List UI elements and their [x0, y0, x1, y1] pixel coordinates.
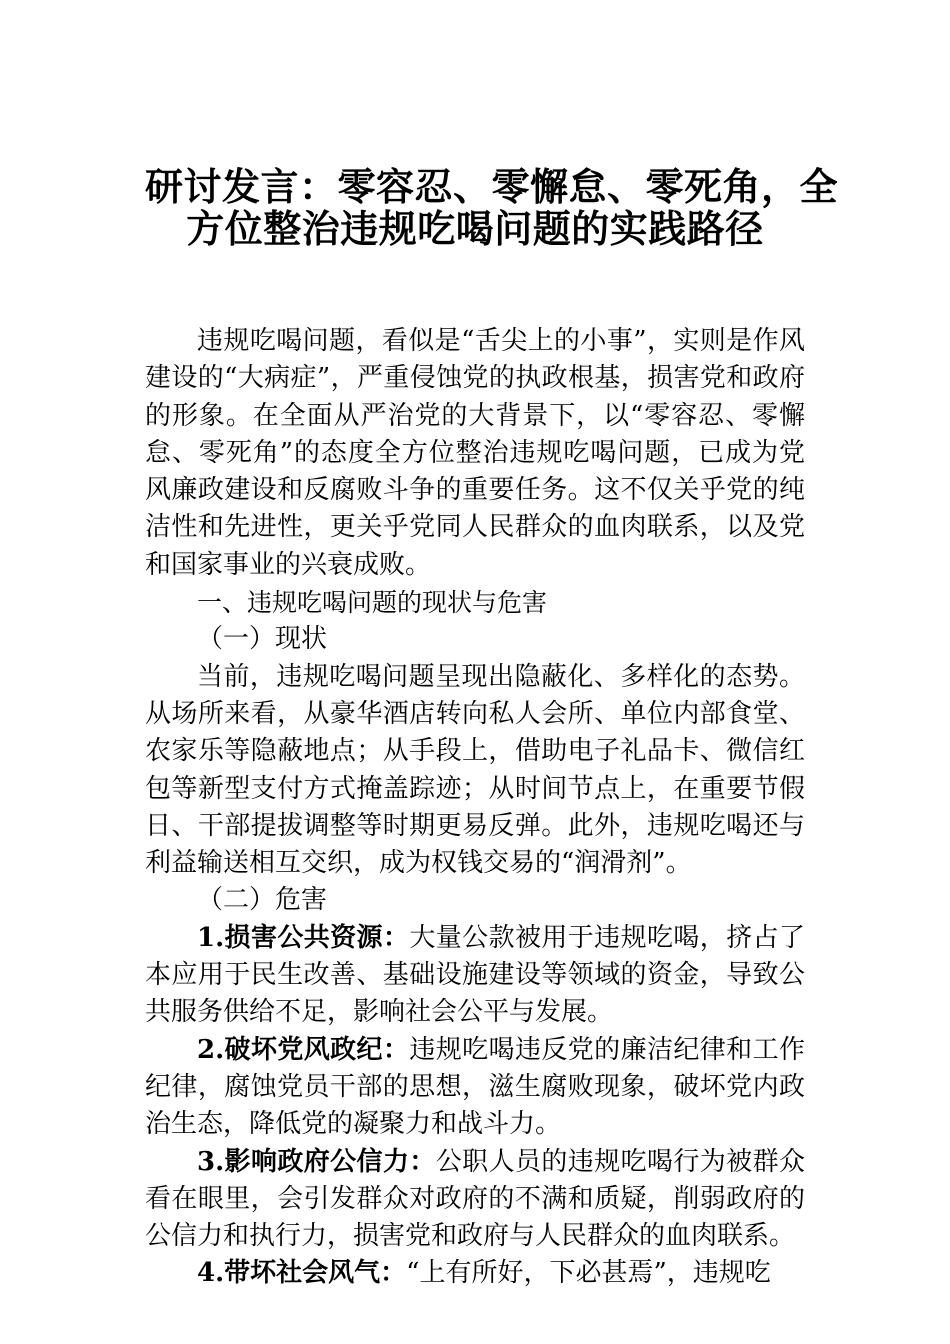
- document-title-line-1: 研讨发言：零容忍、零懈怠、零死角，全: [145, 164, 839, 209]
- harm-item-2-text: 违规吃喝违反党的廉洁纪律和工作纪律，腐蚀党员干部的思想，滋生腐败现象，破坏党内政治生态，降低党的凝聚力和战斗力。: [145, 1034, 805, 1140]
- document-body: [145, 323, 805, 1293]
- subsection-heading-harm: （二）危害: [197, 885, 328, 916]
- harm-item-2-lead: 2.破坏党风政纪：: [197, 1034, 410, 1065]
- harm-item-3: [145, 1144, 805, 1256]
- harm-item-1: [145, 920, 805, 1032]
- harm-item-4-lead: 4.带坏社会风气：: [197, 1258, 407, 1289]
- harm-item-1-text: 大量公款被用于违规吃喝，挤占了本应用于民生改善、基础设施建设等领域的资金，导致公共服务供给不足，影响社会公平与发展。: [145, 922, 805, 1028]
- harm-item-4: [145, 1255, 805, 1292]
- harm-item-1-lead: 1.损害公共资源：: [197, 922, 410, 953]
- harm-item-2: [145, 1032, 805, 1144]
- intro-paragraph: 违规吃喝问题，看似是“舌尖上的小事”，实则是作风建设的“大病症”，严重侵蚀党的执政根基，损害党和政府的形象。在全面从严治党的大背景下，以“零容忍、零懈怠、零死角”的态度全方位整治违规吃喝问题，已成为党风廉政建设和反腐败斗争的重要任务。这不仅关乎党的纯洁性和先进性，更关乎党同人民群众的血肉联系，以及党和国家事业的兴衰成败。: [145, 326, 805, 580]
- harm-item-3-text: 公职人员的违规吃喝行为被群众看在眼里，会引发群众对政府的不满和质疑，削弱政府的公信力和执行力，损害党和政府与人民群众的血肉联系。: [145, 1146, 805, 1252]
- subsection-heading-status: （一）现状: [197, 624, 328, 655]
- section-heading-1: 一、违规吃喝问题的现状与危害: [197, 588, 548, 618]
- harm-item-4-text: “上有所好，下必甚焉”，违规吃: [406, 1258, 771, 1289]
- harm-item-3-lead: 3.影响政府公信力：: [197, 1146, 436, 1177]
- document-title-line-2: 方位整治违规吃喝问题的实践路径: [186, 206, 764, 251]
- status-paragraph: 当前，违规吃喝问题呈现出隐蔽化、多样化的态势。从场所来看，从豪华酒店转向私人会所、单位内部食堂、农家乐等隐蔽地点；从手段上，借助电子礼品卡、微信红包等新型支付方式掩盖踪迹；从时间节点上，在重要节假日、干部提拔调整等时期更易反弹。此外，违规吃喝还与利益输送相互交织，成为权钱交易的“润滑剂”。: [145, 661, 805, 879]
